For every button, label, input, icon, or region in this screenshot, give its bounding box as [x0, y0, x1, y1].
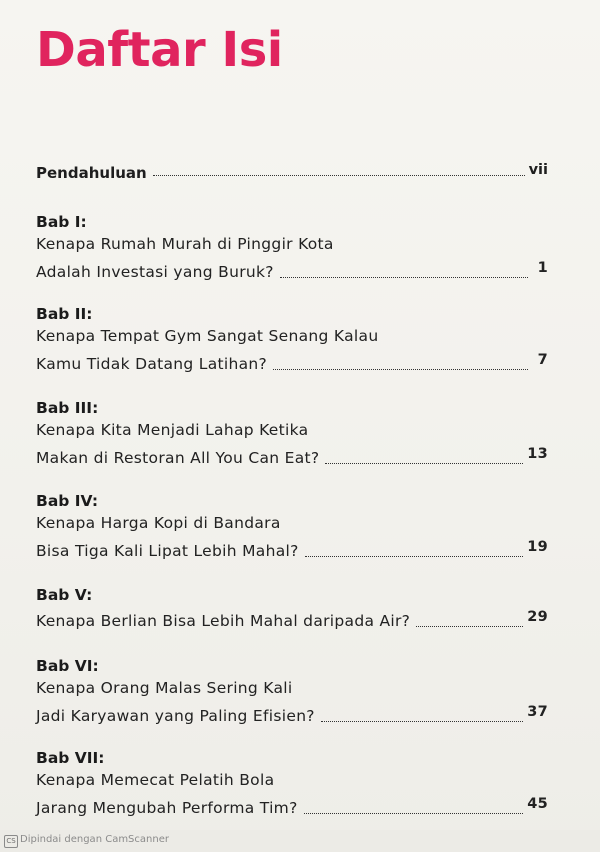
chapter-label: Bab VI:: [36, 657, 99, 675]
toc-entry-bab-6: [36, 656, 548, 728]
toc-entry-bab-3: [36, 398, 548, 470]
leader-dots: [153, 174, 525, 176]
camscanner-icon: CS: [4, 835, 18, 848]
chapter-title-line: Adalah Investasi yang Buruk?: [36, 263, 274, 281]
chapter-title-line: Jadi Karyawan yang Paling Efisien?: [36, 707, 315, 725]
page-number: 19: [527, 539, 548, 555]
scanner-watermark-text: Dipindai dengan CamScanner: [20, 834, 169, 845]
chapter-title-line: Makan di Restoran All You Can Eat?: [36, 449, 320, 467]
leader-dots: [325, 462, 523, 464]
toc-entry-bab-1: [36, 212, 548, 284]
chapter-title-line: Kenapa Kita Menjadi Lahap Ketika: [36, 421, 309, 439]
toc-entry-bab-4: [36, 491, 548, 563]
chapter-label: Bab III:: [36, 399, 99, 417]
leader-dots: [304, 812, 524, 814]
leader-dots: [321, 720, 523, 722]
chapter-title-line: Kenapa Rumah Murah di Pinggir Kota: [36, 235, 334, 253]
leader-dots: [416, 625, 523, 627]
chapter-title-line: Kamu Tidak Datang Latihan?: [36, 355, 268, 373]
leader-dots: [305, 555, 524, 557]
chapter-title-line: Kenapa Berlian Bisa Lebih Mahal daripada Air?: [36, 612, 411, 630]
toc-entry-bab-7: [36, 748, 548, 820]
chapter-label: Bab II:: [36, 305, 93, 323]
toc-entry-bab-2: [36, 304, 548, 376]
chapter-label: Bab IV:: [36, 492, 99, 510]
chapter-label: Bab V:: [36, 586, 93, 604]
chapter-label: Bab VII:: [36, 749, 105, 767]
page-number: 13: [527, 446, 548, 462]
toc-entry-bab-5: [36, 585, 548, 633]
page-number: 45: [527, 796, 548, 812]
leader-dots: [280, 276, 528, 278]
chapter-title-line: Bisa Tiga Kali Lipat Lebih Mahal?: [36, 542, 299, 560]
chapter-label: Bab I:: [36, 213, 87, 231]
chapter-title-line: Kenapa Memecat Pelatih Bola: [36, 771, 275, 789]
chapter-title-line: Kenapa Orang Malas Sering Kali: [36, 679, 293, 697]
page-number: 29: [527, 609, 548, 625]
chapter-title-line: Kenapa Harga Kopi di Bandara: [36, 514, 281, 532]
page-number: 1: [537, 260, 548, 276]
intro-label: Pendahuluan: [36, 164, 147, 182]
leader-dots: [273, 368, 528, 370]
page-number: 7: [537, 352, 548, 368]
page-title: Daftar Isi: [36, 22, 283, 78]
chapter-title-line: Kenapa Tempat Gym Sangat Senang Kalau: [36, 327, 379, 345]
page-number: vii: [528, 162, 548, 178]
page-number: 37: [527, 704, 548, 720]
toc-entry-intro: [36, 162, 548, 182]
chapter-title-line: Jarang Mengubah Performa Tim?: [36, 799, 298, 817]
